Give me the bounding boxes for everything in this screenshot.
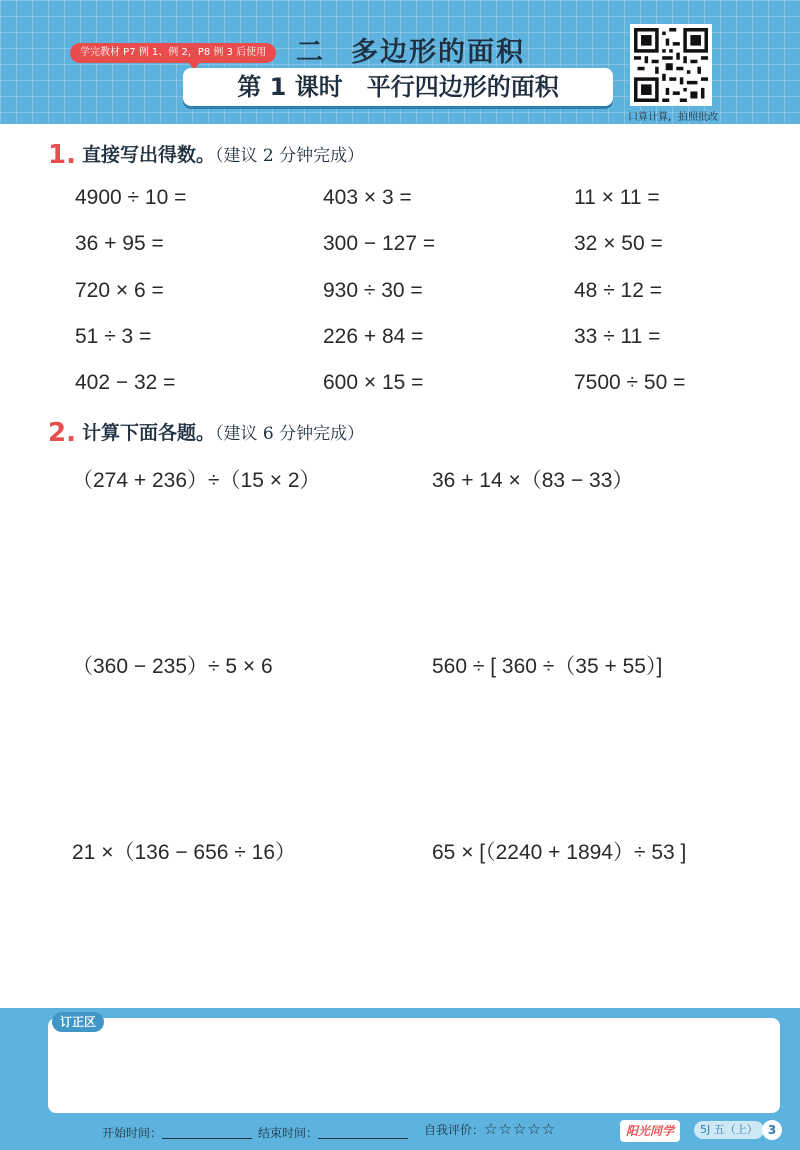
- oral-calc-item: 33 ÷ 11 =: [574, 325, 661, 348]
- self-evaluation: [424, 1120, 556, 1138]
- qr-code-graphic: [634, 28, 708, 102]
- oral-calc-item: 11 × 11 =: [574, 186, 660, 209]
- rating-stars-icon[interactable]: ☆☆☆☆☆: [484, 1120, 557, 1138]
- oral-calc-item: 720 × 6 =: [75, 279, 164, 302]
- end-time-field[interactable]: [258, 1124, 408, 1141]
- oral-calc-item: 7500 ÷ 50 =: [574, 371, 686, 394]
- start-time-blank[interactable]: [162, 1127, 252, 1139]
- start-time-label: 开始时间：: [102, 1126, 163, 1140]
- end-time-label: 结束时间：: [258, 1126, 319, 1140]
- unit-title-text: 多边形的面积: [351, 37, 525, 68]
- oral-calc-item: 403 × 3 =: [323, 186, 412, 209]
- lesson-number: 第 1 课时: [237, 73, 343, 101]
- unit-number: 二: [296, 37, 325, 68]
- section-1-title-text: 直接写出得数。: [81, 144, 215, 166]
- section-2-number: 2.: [48, 418, 76, 448]
- qr-caption: 口算计算，拍照批改: [628, 112, 718, 123]
- end-time-blank[interactable]: [318, 1127, 408, 1139]
- oral-calc-item: 300 − 127 =: [323, 232, 436, 255]
- grade-badge: 5J 五（上）: [694, 1121, 764, 1139]
- oral-calc-item: 36 + 95 =: [75, 232, 164, 255]
- brand-logo: 阳光同学: [620, 1120, 680, 1142]
- page-number: 3: [762, 1120, 782, 1140]
- oral-calc-item: 32 × 50 =: [574, 232, 663, 255]
- oral-calc-item: 4900 ÷ 10 =: [75, 186, 187, 209]
- lesson-banner: [183, 68, 613, 106]
- correction-writing-box[interactable]: [48, 1018, 780, 1113]
- section-2-title: [48, 418, 364, 448]
- expression-item: 36 + 14 ×（83 − 33）: [432, 469, 634, 492]
- correction-area: [0, 1008, 800, 1150]
- self-eval-label: 自我评价：: [424, 1123, 485, 1137]
- unit-title: [296, 30, 536, 69]
- oral-calc-item: 930 ÷ 30 =: [323, 279, 423, 302]
- header-banner: [0, 0, 800, 124]
- oral-calc-item: 402 − 32 =: [75, 371, 176, 394]
- lesson-title: 平行四边形的面积: [366, 73, 559, 101]
- expression-item: （360 − 235）÷ 5 × 6: [72, 655, 273, 678]
- oral-calc-item: 48 ÷ 12 =: [574, 279, 663, 302]
- usage-tag: 学完教材 P7 例 1、例 2，P8 例 3 后使用: [70, 43, 276, 63]
- section-2-hint: （建议 6 分钟完成）: [214, 424, 365, 444]
- expression-item: 21 ×（136 − 656 ÷ 16）: [72, 841, 297, 864]
- qr-code-icon[interactable]: [630, 24, 712, 106]
- section-2-title-text: 计算下面各题。: [81, 422, 215, 444]
- expression-item: 65 × [（2240 + 1894）÷ 53 ]: [432, 841, 687, 864]
- start-time-field[interactable]: [102, 1124, 252, 1141]
- section-1-title: [48, 140, 364, 170]
- correction-label: 订正区: [52, 1012, 104, 1032]
- expression-item: 560 ÷ [ 360 ÷（35 + 55）]: [432, 655, 663, 678]
- expression-item: （274 + 236）÷（15 × 2）: [72, 469, 321, 492]
- oral-calc-item: 51 ÷ 3 =: [75, 325, 152, 348]
- section-1-hint: （建议 2 分钟完成）: [214, 146, 365, 166]
- oral-calc-item: 226 + 84 =: [323, 325, 424, 348]
- oral-calc-item: 600 × 15 =: [323, 371, 424, 394]
- section-1-number: 1.: [48, 140, 76, 170]
